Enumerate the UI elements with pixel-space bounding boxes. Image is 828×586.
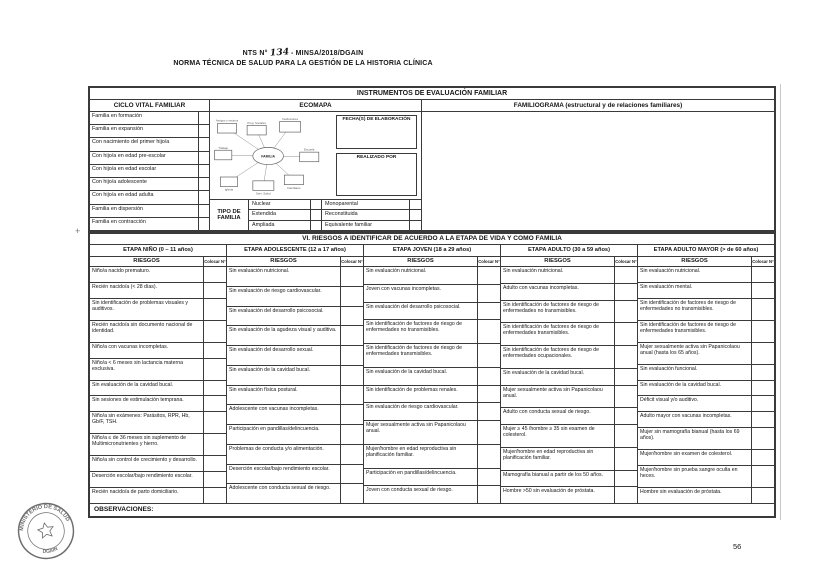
- tipo-checkbox-cell: [410, 221, 421, 230]
- riesgo-number-cell: [340, 307, 363, 326]
- riesgos-subheader: RIESGOS: [90, 257, 204, 266]
- riesgo-number-cell: [203, 434, 226, 455]
- riesgo-row: [501, 407, 637, 424]
- etapa-header: ETAPA ADULTO (30 a 59 años): [501, 245, 637, 257]
- riesgo-row: [90, 267, 226, 282]
- riesgo-label: Sin evaluación del desarrollo sexual.: [229, 347, 314, 353]
- norm-number-handwritten: 134: [269, 47, 290, 59]
- tipo-familia-row: [249, 220, 421, 230]
- ciclo-label: Familia en formación: [92, 113, 143, 119]
- riesgo-row: [227, 286, 363, 306]
- riesgos-subheader: RIESGOS: [638, 257, 752, 266]
- riesgo-number-cell: [751, 466, 774, 487]
- riesgo-label: Hombre >50 sin evaluación de próstata.: [503, 488, 595, 495]
- ecomapa-node-label: Instituciones: [282, 117, 299, 122]
- riesgo-number-cell: [477, 320, 500, 343]
- observaciones-label: OBSERVACIONES:: [94, 506, 154, 513]
- riesgo-label: Sin evaluación de la cavidad bucal.: [503, 369, 585, 376]
- observaciones-row: [90, 503, 774, 516]
- tipo-option-left: Extendida: [249, 210, 311, 219]
- riesgo-number-cell: [477, 267, 500, 284]
- riesgo-number-cell: [340, 425, 363, 444]
- ciclo-label: Con hijo/a adolescente: [92, 179, 147, 186]
- colocar-subheader: Colocar N°: [204, 259, 226, 264]
- registration-mark: +: [75, 226, 81, 236]
- ciclo-label: Familia en expansión: [92, 126, 143, 133]
- riesgo-label: Joven con vacunas incompletas.: [366, 285, 441, 292]
- riesgo-label: Problemas de conducta y/o alimentación.: [229, 445, 324, 452]
- riesgo-number-cell: [340, 445, 363, 464]
- tipo-checkbox-cell: [410, 210, 421, 219]
- riesgo-row: [364, 385, 500, 403]
- tipo-familia-row: [249, 209, 421, 219]
- riesgo-row: [364, 319, 500, 343]
- etapa-column-adulto: [500, 245, 637, 503]
- ciclo-row: [90, 177, 209, 190]
- riesgo-number-cell: [203, 299, 226, 320]
- riesgo-row: [501, 300, 637, 323]
- riesgo-label: Mujer/hombre en edad reproductiva sin planificación familiar.: [503, 448, 594, 461]
- riesgo-row: [90, 380, 226, 396]
- riesgo-label: Sin evaluación de la agudeza visual y auditiva.: [229, 327, 337, 334]
- riesgo-row: [90, 433, 226, 455]
- etapa-column-joven: [363, 245, 500, 503]
- riesgo-row: [90, 358, 226, 380]
- riesgo-label: Adulto con conducta sexual de riesgo.: [503, 409, 591, 416]
- ciclo-row: [90, 164, 209, 177]
- ciclo-row: [90, 124, 209, 137]
- riesgo-row: [638, 320, 774, 342]
- riesgo-row: [501, 267, 637, 283]
- instrumentos-table: [88, 86, 776, 232]
- riesgo-number-cell: [751, 365, 774, 380]
- colocar-subheader: Colocar N°: [615, 259, 637, 264]
- riesgo-label: Mujer/hombre sin prueba sangre oculta en heces.: [640, 467, 738, 480]
- riesgo-label: Deserción escolar/bajo rendimiento escolar.: [92, 473, 193, 480]
- ciclo-checkbox-cell: [198, 218, 209, 230]
- scan-edge-line: [780, 84, 781, 520]
- riesgo-number-cell: [751, 299, 774, 320]
- etapa-column-adolescente: [226, 245, 363, 503]
- riesgo-label: Sin evaluación funcional.: [640, 365, 698, 372]
- riesgo-row: [90, 455, 226, 471]
- ecomapa-diagram: [210, 112, 332, 199]
- colocar-subheader: Colocar N°: [341, 259, 363, 264]
- riesgo-label: Mamografía bianual a partir de los 50 años.: [503, 471, 604, 478]
- stamp-emblem-icon: [37, 521, 55, 538]
- realizado-por-label: REALIZADO POR: [356, 154, 397, 160]
- riesgo-label: Hombre sin evaluación de próstata.: [640, 489, 722, 496]
- norm-number-suffix: - MINSA/2018/DGAIN: [290, 50, 364, 57]
- ciclo-row: [90, 217, 209, 230]
- riesgo-number-cell: [614, 487, 637, 503]
- familiograma-area: [422, 112, 774, 230]
- riesgo-number-cell: [477, 445, 500, 468]
- riesgo-number-cell: [203, 488, 226, 503]
- riesgo-label: Mujer/hombre en edad reproductiva sin planificación familiar.: [366, 445, 457, 458]
- etapa-header: ETAPA ADOLESCENTE (12 a 17 años): [227, 245, 363, 257]
- riesgo-label: Sin identificación de factores de riesgo de enfermedades transmisibles.: [503, 324, 600, 337]
- riesgo-number-cell: [203, 267, 226, 282]
- riesgo-number-cell: [203, 472, 226, 487]
- riesgo-label: Niño/a sin exámenes: Parásitos, RPR, Hb, Gb/F, TSH.: [92, 413, 190, 426]
- riesgo-number-cell: [340, 386, 363, 405]
- riesgo-row: [90, 342, 226, 358]
- etapa-header: ETAPA ADULTO MAYOR (> de 60 años): [638, 245, 774, 257]
- col-header-ciclo-vital: CICLO VITAL FAMILIAR: [90, 100, 210, 111]
- riesgo-row: [364, 420, 500, 444]
- riesgo-row: [227, 444, 363, 464]
- riesgo-label: Sin identificación de factores de riesgo de enfermedades no transmisibles.: [640, 299, 737, 312]
- riesgo-label: Sin identificación de factores de riesgo de enfermedades ocupacionales.: [503, 347, 600, 359]
- tipo-option-left: Ampliada: [249, 221, 311, 230]
- riesgo-number-cell: [614, 386, 637, 408]
- riesgo-number-cell: [203, 321, 226, 342]
- riesgo-number-cell: [340, 346, 363, 365]
- riesgo-row: [501, 345, 637, 368]
- riesgo-number-cell: [614, 471, 637, 487]
- tipo-checkbox-cell: [311, 210, 322, 219]
- riesgo-row: [638, 267, 774, 282]
- riesgo-number-cell: [751, 428, 774, 449]
- riesgo-number-cell: [614, 425, 637, 447]
- ciclo-label: Con hijo/a en edad adulta: [92, 192, 154, 199]
- riesgo-row: [227, 385, 363, 405]
- riesgo-number-cell: [751, 381, 774, 396]
- riesgo-row: [227, 267, 363, 286]
- riesgo-label: Sin identificación de problemas visuales y auditivos.: [92, 299, 189, 312]
- ciclo-row: [90, 151, 209, 164]
- riesgo-label: Sin identificación de factores de riesgo de enfermedades no transmisibles.: [503, 301, 600, 314]
- riesgo-number-cell: [614, 267, 637, 283]
- svg-text:DGAIN: [41, 545, 59, 556]
- riesgo-row: [90, 320, 226, 342]
- riesgo-label: Sin identificación de factores de riesgo de enfermedades transmisibles.: [640, 321, 737, 334]
- riesgo-number-cell: [340, 267, 363, 286]
- riesgo-label: Adolescente con vacunas incompletas.: [229, 406, 319, 413]
- riesgo-label: Sin evaluación de la cavidad bucal.: [366, 368, 448, 375]
- riesgo-row: [364, 367, 500, 385]
- riesgo-label: Sin evaluación nutricional.: [503, 268, 564, 274]
- riesgo-label: Adulto mayor con vacunas incompletas.: [640, 413, 732, 420]
- riesgo-label: Mujer sexualmente activa sin Papanicolaou anual.: [366, 422, 466, 434]
- riesgo-row: [638, 342, 774, 364]
- tipo-familia-table: [210, 199, 421, 230]
- riesgo-row: [90, 298, 226, 320]
- ciclo-checkbox-cell: [198, 138, 209, 150]
- ciclo-checkbox-cell: [198, 191, 209, 203]
- riesgo-number-cell: [340, 287, 363, 306]
- riesgo-label: Sin evaluación de riesgo cardiovascular.: [229, 287, 322, 294]
- ciclo-label: Con hijo/a en edad escolar: [92, 165, 157, 172]
- riesgos-subheader: RIESGOS: [501, 257, 615, 266]
- riesgo-number-cell: [751, 396, 774, 411]
- tipo-checkbox-cell: [311, 200, 322, 209]
- colocar-subheader: Colocar N°: [752, 259, 774, 264]
- ciclo-checkbox-cell: [198, 165, 209, 177]
- riesgo-row: [364, 284, 500, 302]
- riesgo-label: Mujer sexualmente activa sin Papanicolaou anual (hasta los 65 años).: [640, 343, 740, 356]
- riesgo-row: [364, 343, 500, 367]
- riesgo-row: [90, 395, 226, 411]
- ecomapa-node-label: Escuela: [304, 147, 315, 152]
- riesgo-number-cell: [614, 346, 637, 368]
- col-header-familiograma: FAMILIOGRAMA (estructural y de relaciones familiares): [513, 102, 683, 109]
- riesgo-label: Sin evaluación mental.: [640, 283, 693, 290]
- ciclo-checkbox-cell: [198, 152, 209, 164]
- riesgo-number-cell: [203, 412, 226, 433]
- ciclo-label: Familia en dispersión: [92, 205, 143, 212]
- riesgo-row: [364, 468, 500, 486]
- riesgo-label: Mujer ≥ 45 /hombre ≥ 35 sin examen de colesterol.: [503, 426, 595, 438]
- riesgo-number-cell: [340, 484, 363, 503]
- ecomapa-center-label: FAMILIA: [261, 154, 276, 159]
- riesgos-subheader: RIESGOS: [227, 257, 341, 266]
- riesgo-row: [638, 487, 774, 503]
- riesgo-label: Sin identificación de factores de riesgo de enfermedades transmisibles.: [366, 345, 463, 357]
- tipo-familia-label: TIPO DE FAMILIA: [210, 200, 249, 230]
- riesgo-row: [638, 449, 774, 465]
- ciclo-row: [90, 190, 209, 203]
- riesgo-row: [364, 485, 500, 503]
- riesgo-label: Participación en pandillas/delincuencia.: [366, 469, 457, 476]
- riesgo-label: Niño/a < 6 meses sin lactancia materna exclusiva.: [92, 359, 183, 372]
- riesgo-label: Sin evaluación del desarrollo psicosocial.: [229, 307, 324, 314]
- riesgo-number-cell: [477, 386, 500, 403]
- riesgo-number-cell: [751, 321, 774, 342]
- riesgo-label: Niño/a nacido prematuro.: [92, 268, 151, 274]
- ecomapa-node-label: Iglesia: [224, 187, 234, 192]
- ecomapa-node-label: Serv. Salud: [256, 191, 271, 196]
- riesgo-number-cell: [203, 359, 226, 380]
- riesgo-number-cell: [477, 486, 500, 503]
- riesgo-row: [638, 465, 774, 487]
- norm-title: NORMA TÉCNICA DE SALUD PARA LA GESTIÓN DE LA HISTORIA CLÍNICA: [173, 60, 433, 67]
- riesgo-row: [638, 364, 774, 380]
- riesgo-row: [90, 411, 226, 433]
- ciclo-checkbox-cell: [198, 205, 209, 217]
- realizado-por-box: [336, 153, 417, 196]
- riesgo-label: Deserción escolar/bajo rendimiento escolar.: [229, 465, 330, 472]
- riesgo-label: Sin evaluación de la cavidad bucal.: [229, 366, 311, 373]
- riesgo-label: Sin identificación de factores de riesgo de enfermedades no transmisibles.: [366, 321, 463, 334]
- riesgo-number-cell: [751, 283, 774, 298]
- ecomapa-node-label: Amigos y vecinos: [215, 118, 239, 123]
- riesgo-label: Adolescente con conducta sexual de riesgo.: [229, 485, 331, 492]
- riesgo-label: Adulto con vacunas incompletas.: [503, 284, 579, 291]
- tipo-option-right: Monoparental: [322, 200, 410, 209]
- ecomapa-column: [210, 112, 422, 230]
- riesgo-label: Sin evaluación física postural.: [229, 386, 298, 393]
- riesgo-number-cell: [614, 448, 637, 470]
- riesgo-row: [227, 424, 363, 444]
- ecomapa-svg: [210, 112, 332, 199]
- riesgo-number-cell: [614, 408, 637, 424]
- riesgo-number-cell: [203, 396, 226, 411]
- riesgo-label: Niño/a ≤ de 36 meses sin suplemento de Multimicronutrientes y hierro.: [92, 435, 186, 448]
- riesgo-number-cell: [751, 450, 774, 465]
- riesgo-number-cell: [614, 323, 637, 345]
- riesgo-row: [501, 322, 637, 345]
- ciclo-label: Familia en contracción: [92, 218, 146, 225]
- ciclo-label: Con nacimiento del primer hijo/a: [92, 139, 170, 146]
- ciclo-checkbox-cell: [198, 178, 209, 190]
- ciclo-checkbox-cell: [198, 112, 209, 124]
- riesgo-row: [227, 483, 363, 503]
- riesgo-label: Participación en pandillas/delincuencia.: [229, 426, 320, 432]
- riesgo-row: [501, 283, 637, 300]
- ciclo-row: [90, 204, 209, 217]
- riesgo-label: Joven con conducta sexual de riesgo.: [366, 487, 453, 494]
- riesgo-row: [638, 395, 774, 411]
- riesgo-row: [501, 447, 637, 470]
- riesgo-row: [364, 444, 500, 468]
- ecomapa-node-label: Familiares: [287, 185, 301, 190]
- riesgo-row: [90, 471, 226, 487]
- riesgo-number-cell: [477, 403, 500, 420]
- tipo-option-left: Nuclear: [249, 200, 311, 209]
- riesgo-number-cell: [203, 381, 226, 396]
- riesgo-number-cell: [751, 412, 774, 427]
- tipo-option-right: Reconstituida: [322, 210, 410, 219]
- riesgo-label: Sin evaluación nutricional.: [229, 268, 290, 274]
- riesgo-row: [227, 404, 363, 424]
- riesgo-label: Sin evaluación nutricional.: [366, 268, 427, 274]
- riesgo-row: [638, 411, 774, 427]
- riesgo-number-cell: [751, 488, 774, 503]
- riesgo-row: [227, 345, 363, 365]
- tipo-checkbox-cell: [311, 221, 322, 230]
- riesgo-row: [501, 486, 637, 503]
- page-number: 56: [733, 542, 742, 551]
- riesgo-row: [227, 365, 363, 385]
- ciclo-vital-list: [90, 112, 210, 230]
- riesgo-number-cell: [340, 326, 363, 345]
- riesgo-row: [90, 487, 226, 503]
- ciclo-row: [90, 137, 209, 150]
- ecomapa-node-label: Trabajo: [218, 145, 228, 150]
- riesgo-row: [638, 298, 774, 320]
- riesgo-number-cell: [340, 465, 363, 484]
- document-header: [88, 48, 518, 67]
- riesgo-label: Sin evaluación de riesgo cardiovascular.: [366, 404, 459, 411]
- riesgo-row: [364, 302, 500, 320]
- riesgo-label: Sin evaluación nutricional.: [640, 268, 701, 274]
- ciclo-checkbox-cell: [198, 125, 209, 137]
- riesgo-number-cell: [203, 343, 226, 358]
- riesgo-number-cell: [614, 369, 637, 385]
- riesgo-label: Recién nacido/a de parto domiciliario.: [92, 489, 179, 496]
- riesgo-label: Sin evaluación de la cavidad bucal.: [92, 381, 174, 388]
- riesgos-title: VI. RIESGOS A IDENTIFICAR DE ACUERDO A LA ETAPA DE VIDA Y COMO FAMILIA: [90, 234, 774, 245]
- stamp-ring-text: MINISTERIO DE SALUD: [19, 504, 71, 532]
- riesgo-label: Mujer sexualmente activa sin Papanicolaou anual.: [503, 386, 603, 399]
- riesgo-label: Sin evaluación de la cavidad bucal.: [640, 381, 722, 388]
- tipo-familia-row: [249, 200, 421, 209]
- riesgo-number-cell: [614, 301, 637, 323]
- norm-number-prefix: NTS N°: [242, 50, 268, 57]
- riesgo-label: Recién nacido/a (< 28 días).: [92, 283, 158, 290]
- riesgo-row: [638, 282, 774, 298]
- riesgo-label: Sin sesiones de estimulación temprana.: [92, 397, 184, 404]
- riesgo-label: Recién nacido/a sin documento nacional de identidad.: [92, 321, 193, 334]
- riesgo-row: [638, 427, 774, 449]
- norm-number-line: [88, 48, 518, 58]
- instrumentos-title: INSTRUMENTOS DE EVALUACIÓN FAMILIAR: [90, 88, 774, 100]
- riesgo-number-cell: [477, 285, 500, 302]
- riesgo-number-cell: [477, 344, 500, 367]
- riesgo-label: Mujer sin mamografía bianual (hasta los 69 años).: [640, 429, 740, 442]
- riesgo-row: [90, 282, 226, 298]
- riesgo-number-cell: [751, 267, 774, 282]
- ecomapa-side-boxes: [332, 112, 421, 199]
- etapa-column-adulto-mayor: [637, 245, 774, 503]
- instrumentos-header-row: [90, 100, 774, 112]
- riesgo-row: [501, 368, 637, 385]
- riesgo-number-cell: [340, 366, 363, 385]
- riesgo-label: Niño/a sin control de crecimiento y desarrollo.: [92, 457, 197, 464]
- riesgo-label: Niño/a con vacunas incompletas.: [92, 343, 169, 350]
- riesgo-label: Mujer/hombre sin examen de colesterol.: [640, 451, 733, 458]
- riesgos-subheader: RIESGOS: [364, 257, 478, 266]
- riesgo-number-cell: [340, 405, 363, 424]
- riesgo-number-cell: [203, 283, 226, 298]
- riesgo-row: [227, 306, 363, 326]
- riesgo-number-cell: [477, 421, 500, 444]
- riesgo-label: Sin identificación de problemas renales.: [366, 386, 458, 393]
- riesgo-number-cell: [614, 284, 637, 300]
- etapa-header: ETAPA JOVEN (18 a 29 años): [364, 245, 500, 257]
- tipo-option-right: Equivalente familiar: [322, 221, 410, 230]
- riesgo-number-cell: [203, 456, 226, 471]
- riesgo-row: [501, 470, 637, 487]
- ministry-stamp: [8, 493, 84, 569]
- riesgo-number-cell: [751, 343, 774, 364]
- riesgo-number-cell: [477, 368, 500, 385]
- colocar-subheader: Colocar N°: [478, 259, 500, 264]
- riesgo-row: [638, 380, 774, 396]
- riesgo-number-cell: [477, 303, 500, 320]
- ecomapa-node-label: Prog. Sociales: [247, 120, 266, 125]
- fecha-elaboracion-box: [336, 115, 417, 149]
- fecha-elaboracion-label: FECHA(S) DE ELABORACIÓN: [342, 117, 411, 122]
- etapa-column-nino: [90, 245, 226, 503]
- riesgo-label: Déficit visual y/o auditivo.: [640, 397, 699, 404]
- riesgo-number-cell: [477, 469, 500, 486]
- riesgo-row: [501, 385, 637, 408]
- ciclo-row: [90, 112, 209, 124]
- riesgo-row: [227, 325, 363, 345]
- riesgo-label: Sin evaluación del desarrollo psicosocial.: [366, 303, 461, 310]
- riesgo-row: [364, 267, 500, 284]
- riesgos-table: [88, 232, 776, 518]
- riesgo-row: [364, 402, 500, 420]
- col-header-ecomapa: ECOMAPA: [210, 100, 422, 111]
- tipo-checkbox-cell: [410, 200, 421, 209]
- stamp-bottom-text: DGAIN: [42, 545, 59, 556]
- etapa-header: ETAPA NIÑO (0 – 11 años): [90, 245, 226, 257]
- ciclo-label: Con hijo/a en edad pre-escolar: [92, 152, 166, 159]
- riesgo-row: [227, 464, 363, 484]
- riesgo-row: [501, 424, 637, 447]
